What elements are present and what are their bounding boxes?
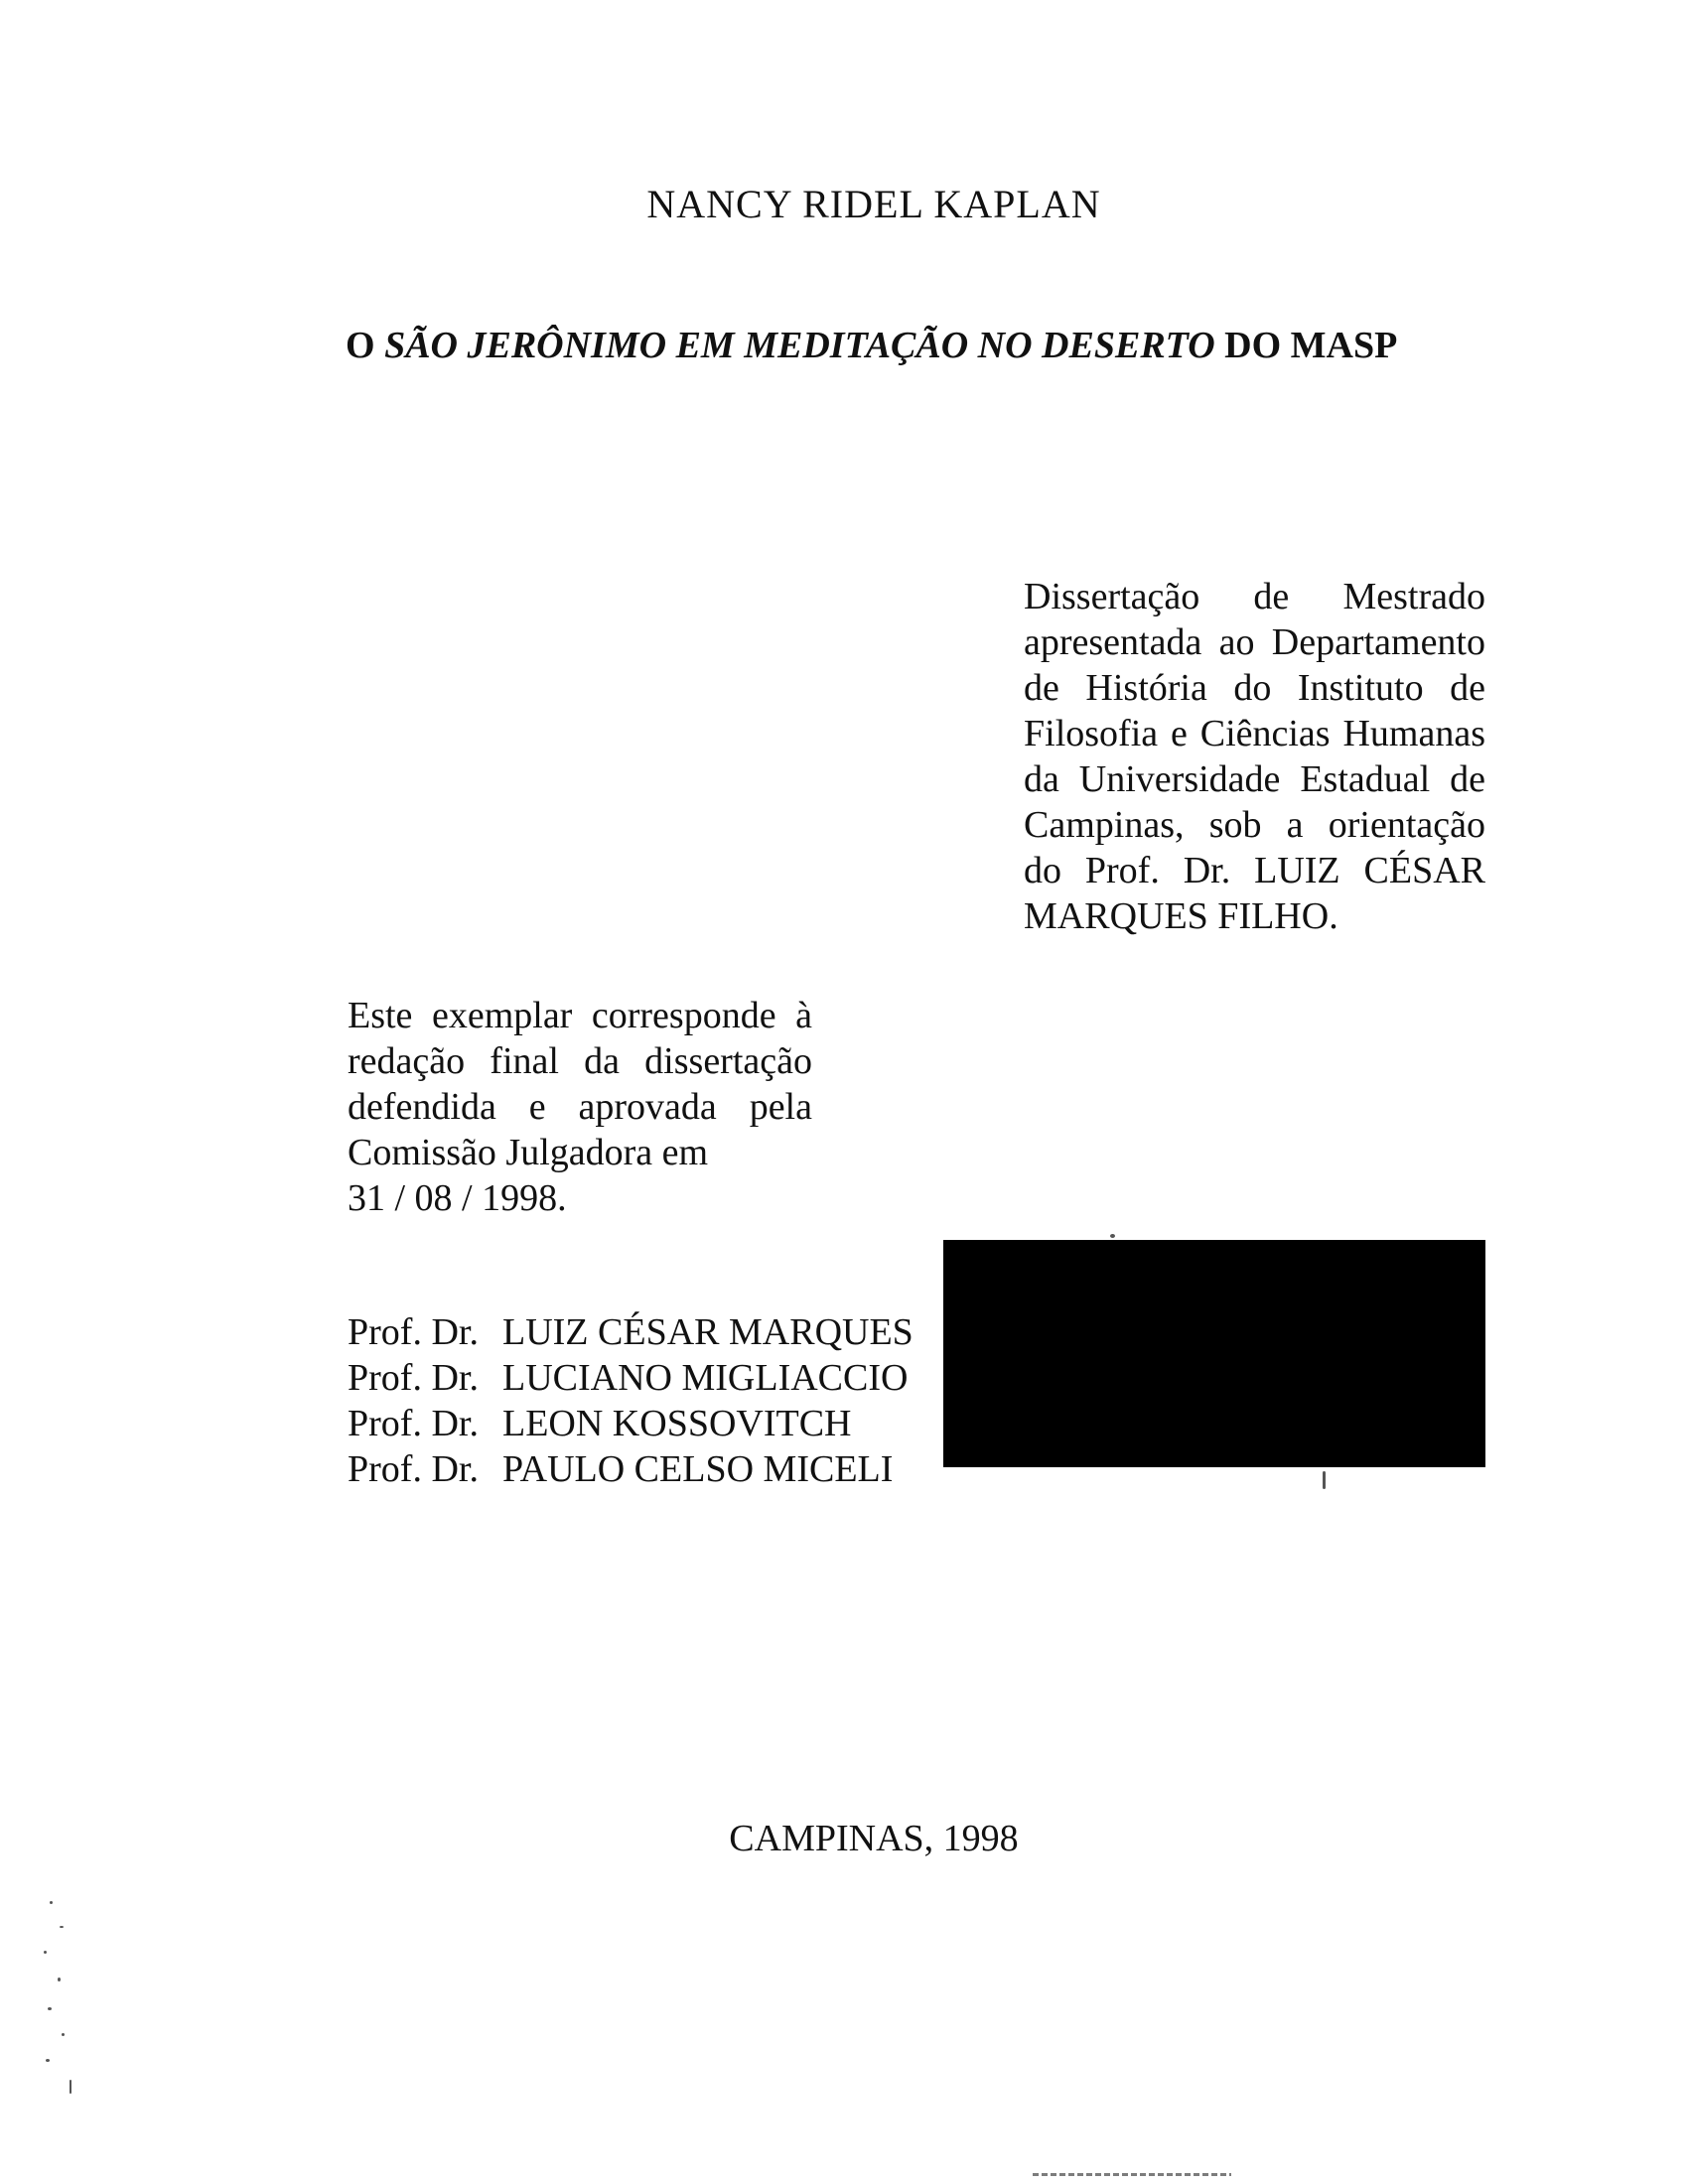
thesis-line: apresentada ao Departamento (1024, 621, 1485, 663)
committee-title: Prof. Dr. (348, 1311, 479, 1353)
committee-member (348, 1309, 914, 1355)
thesis-line: do Prof. Dr. LUIZ CÉSAR (1024, 850, 1485, 891)
approval-line: redação final da dissertação (348, 1040, 812, 1082)
scan-speck (1110, 1234, 1115, 1238)
place-and-year: CAMPINAS, 1998 (729, 1818, 1019, 1859)
scan-speck (48, 2007, 52, 2010)
scan-artifact-line (1033, 2173, 1231, 2176)
committee-member (348, 1401, 914, 1446)
committee-name: LUCIANO MIGLIACCIO (502, 1357, 909, 1399)
committee-title: Prof. Dr. (348, 1448, 479, 1490)
redaction-block (943, 1240, 1485, 1467)
thesis-line: Dissertação de Mestrado (1024, 576, 1485, 617)
scan-speck (46, 2059, 50, 2062)
committee-name: PAULO CELSO MICELI (502, 1448, 894, 1490)
thesis-line: da Universidade Estadual de (1024, 758, 1485, 800)
approval-note (348, 993, 812, 1221)
thesis-line: Filosofia e Ciências Humanas (1024, 713, 1485, 754)
approval-line: 31 / 08 / 1998. (348, 1177, 567, 1219)
thesis-note (1024, 574, 1485, 939)
committee-name: LEON KOSSOVITCH (502, 1403, 852, 1444)
scan-speck (1323, 1471, 1326, 1489)
scan-speck (44, 1951, 47, 1954)
title-suffix: DO MASP (1224, 325, 1398, 366)
scan-speck (70, 2080, 71, 2094)
title-italic: SÃO JERÔNIMO EM MEDITAÇÃO NO DESERTO (384, 325, 1215, 366)
scan-speck (50, 1901, 53, 1904)
dissertation-title (346, 324, 1397, 367)
committee-member (348, 1355, 914, 1401)
scan-speck (62, 2033, 65, 2036)
author-name: NANCY RIDEL KAPLAN (646, 182, 1101, 226)
committee-member (348, 1446, 914, 1492)
thesis-line: de História do Instituto de (1024, 667, 1485, 709)
approval-line: Este exemplar corresponde à (348, 995, 812, 1036)
committee-list (348, 1309, 914, 1492)
committee-name: LUIZ CÉSAR MARQUES (502, 1311, 914, 1353)
approval-line: defendida e aprovada pela (348, 1086, 812, 1128)
approval-line: Comissão Julgadora em (348, 1132, 709, 1173)
committee-title: Prof. Dr. (348, 1357, 479, 1399)
scan-speck (58, 1978, 61, 1981)
title-prefix: O (346, 325, 375, 366)
thesis-line: Campinas, sob a orientação (1024, 804, 1485, 846)
scan-speck (60, 1926, 64, 1928)
committee-title: Prof. Dr. (348, 1403, 479, 1444)
thesis-line: MARQUES FILHO. (1024, 895, 1338, 937)
